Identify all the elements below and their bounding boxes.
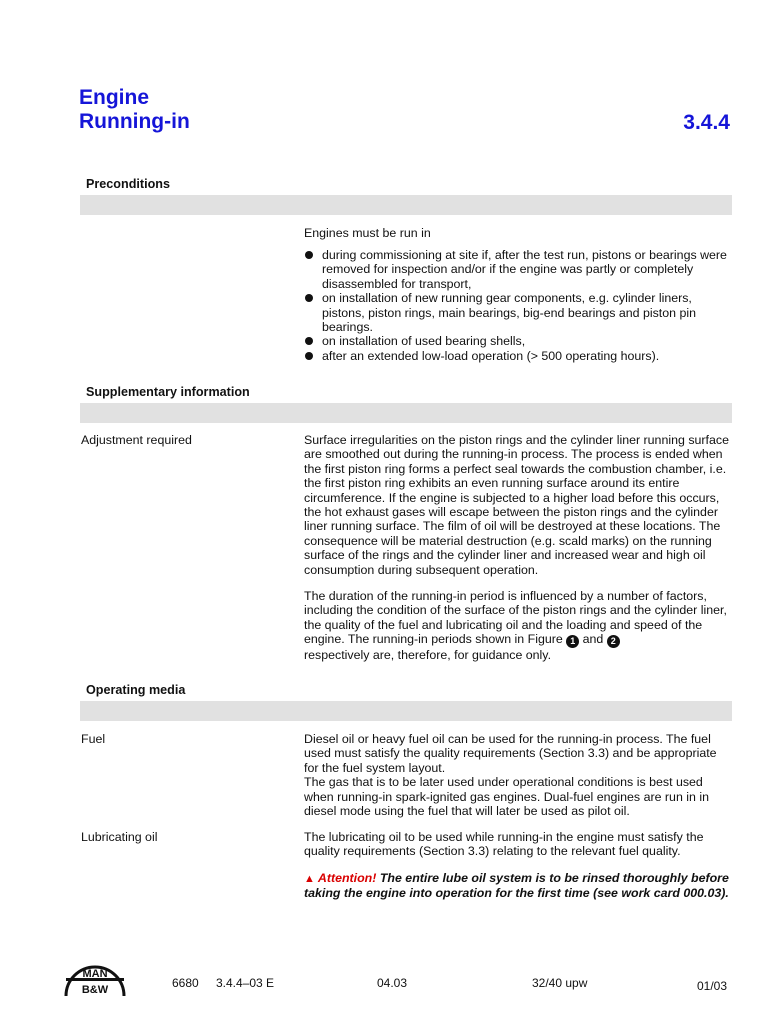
lube-oil-text: The lubricating oil to be used while running-in the engine must satisfy the quality requirements (Section 3.3) relating to the relevant fuel quality. — [304, 830, 704, 859]
preconditions-heading: Preconditions — [86, 177, 170, 191]
title-line-1: Engine — [79, 86, 150, 109]
fuel-paragraph-1: Diesel oil or heavy fuel oil can be used for the running-in process. The fuel used must satisfy the quality requirements (Section 3.3) and be appropriate for the fuel system layout. — [304, 732, 717, 775]
title-line-2: Running-in — [79, 110, 190, 133]
section-bar — [80, 701, 732, 721]
adjustment-paragraph-2 — [304, 589, 732, 663]
page-title — [79, 86, 190, 134]
list-item: after an extended low-load operation (> 500 operating hours). — [304, 349, 732, 363]
list-item: on installation of new running gear components, e.g. cylinder liners, pistons, piston rings, main bearings, big-end bearings and piston pin bearings. — [304, 291, 732, 334]
adjustment-paragraph-1: Surface irregularities on the piston rings and the cylinder liner running surface are smoothed out during the running-in process. The process is ended when the first piston ring forms a perfect seal towards the combustion chamber, i.e. the first piston ring exhibits an even running surface around its entire circumference. If the engine is subjected to a higher load before this occurs, the hot exhaust gases will escape between the piston rings and the cylinder liner running surface. The film of oil will be destroyed at these locations. The consequence will be material destruction (e.g. scald marks) on the running surface of the rings and the cylinder liner and increased wear and high oil consumption during subsequent operation. — [304, 433, 729, 577]
fuel-label: Fuel — [81, 732, 106, 746]
footer-date: 04.03 — [377, 976, 408, 990]
footer-doc-number: 6680 — [172, 976, 199, 990]
footer-card-number: 3.4.4–03 E — [216, 976, 275, 990]
list-item: on installation of used bearing shells, — [304, 334, 732, 348]
lube-oil-label: Lubricating oil — [81, 830, 158, 844]
fuel-paragraph-2: The gas that is to be later used under operational conditions is best used when running-in spark-ignited gas engines. Dual-fuel engines are run in in diesel mode using the fuel that will later be used as pilot oil. — [304, 775, 710, 819]
paragraph-text: The duration of the running-in period is influenced by a number of factors, including the condition of the surface of the piston rings and the cylinder liner, the quality of the fuel and lubricating oil and the loading and speed of the engine. The running-in periods shown in Figure — [304, 589, 727, 647]
paragraph-text: respectively are, therefore, for guidance only. — [304, 648, 552, 663]
footer-page-number: 01/03 — [697, 979, 728, 993]
fuel-text — [304, 732, 732, 818]
section-bar — [80, 403, 732, 423]
attention-word: Attention! — [317, 871, 377, 885]
adjustment-text — [304, 433, 732, 663]
logo-text-bottom: B&W — [81, 984, 109, 996]
paragraph-text: and — [579, 632, 607, 647]
operating-media-heading: Operating media — [86, 683, 186, 697]
man-bw-logo — [62, 962, 128, 998]
section-number: 3.4.4 — [683, 111, 730, 134]
section-bar — [80, 195, 732, 215]
footer-engine-type: 32/40 upw — [532, 976, 588, 990]
supplementary-heading: Supplementary information — [86, 385, 250, 399]
attention-text: The entire lube oil system is to be rinsed thoroughly before taking the engine into operation for the first time (see work card 000.03). — [304, 871, 729, 901]
logo-text-top: MAN — [82, 968, 108, 980]
figure-ref-2: 2 — [607, 635, 620, 648]
preconditions-intro: Engines must be run in — [304, 226, 431, 240]
attention-note — [304, 871, 732, 901]
figure-ref-1: 1 — [566, 635, 579, 648]
adjustment-label: Adjustment required — [81, 433, 192, 447]
list-item: during commissioning at site if, after the test run, pistons or bearings were removed for inspection and/or if the engine was partly or completely disassembled for transport, — [304, 248, 732, 291]
preconditions-list — [304, 248, 732, 363]
warning-triangle-icon: ▲ — [304, 873, 315, 885]
